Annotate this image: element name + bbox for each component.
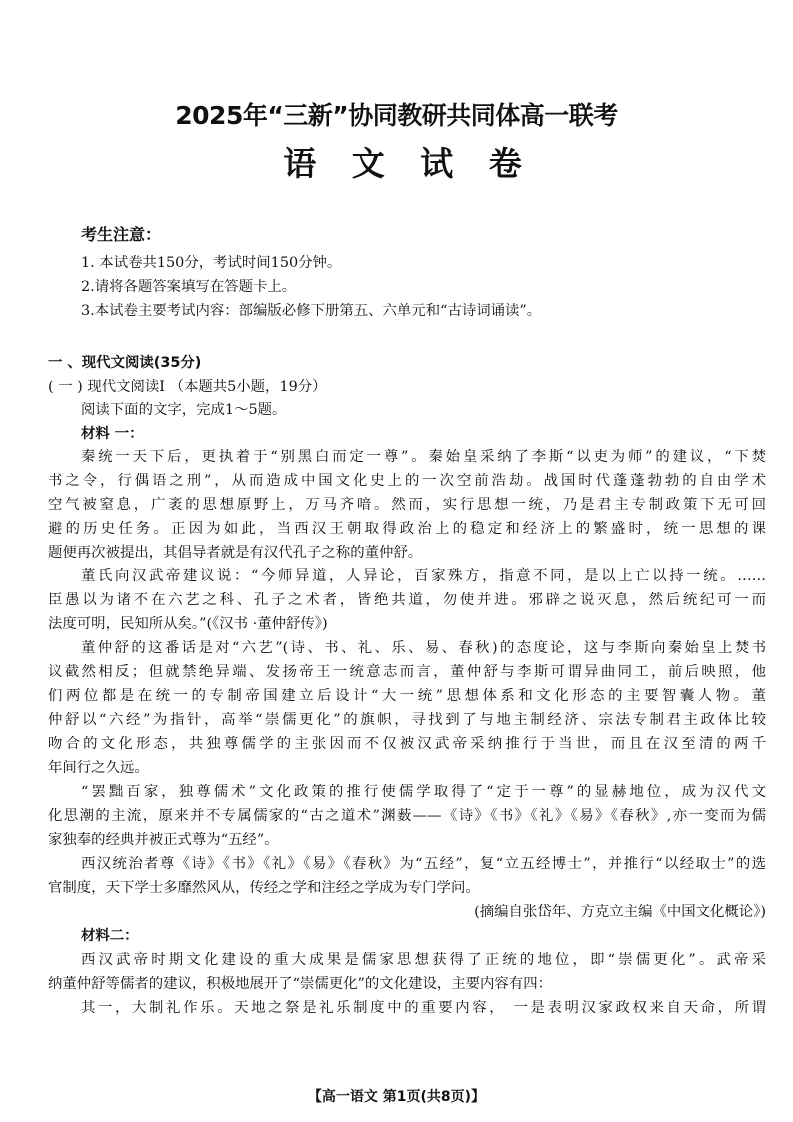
exam-title: 2025年“三新”协同教研共同体高一联考 (175, 101, 618, 130)
material1-line: 化思潮的主流，原来并不专属儒家的“古之道术”渊薮——《诗》《书》《礼》《易》《春秋》,亦一变而为儒 (48, 808, 766, 824)
page-footer: 【高一语文 第1页(共8页)】 (307, 1089, 486, 1105)
material1-line: 董仲舒的这番话是对“六艺”(诗、书、礼、乐、易、春秋)的态度论，这与李斯向秦始皇上焚书 (81, 640, 766, 656)
section-instruction: 阅读下面的文字，完成1～5题。 (81, 402, 287, 418)
material1-source: (摘编自张岱年、方克立主编《中国文化概论》) (474, 904, 766, 920)
notice-item: 2.请将各题答案填写在答题卡上。 (81, 279, 297, 295)
material1-label: 材料 一： (81, 426, 144, 442)
section-sub-heading: ( 一 ) 现代文阅读I （本题共5小题，19分） (48, 379, 327, 395)
material1-line: 法度可明，民知所从矣。”(《汉书 ·董仲舒传》) (48, 616, 328, 632)
material2-line: 西汉武帝时期文化建设的重大成果是儒家思想获得了正统的地位，即“崇儒更化”。武帝采 (81, 952, 766, 968)
material1-line: 议截然相反；但就禁绝异端、发扬帝王一统意志而言，董仲舒与李斯可谓异曲同工，前后映照，他 (48, 664, 766, 680)
material1-line: 董氏向汉武帝建议说：“今师异道，人异论，百家殊方，指意不同，是以上亡以持一统。…… (81, 568, 766, 584)
material1-line: 西汉统治者尊《诗》《书》《礼》《易》《春秋》为“五经”，复“立五经博士”，并推行“以经取士”的选 (81, 856, 766, 872)
section-heading: 一 、现代文阅读(35分) (48, 355, 202, 371)
material1-line: 官制度，天下学士多靡然风从，传经之学和注经之学成为专门学问。 (48, 880, 480, 896)
material1-line: 秦统一天下后，更执着于“别黑白而定一尊”。秦始皇采纳了李斯“以吏为师”的建议，“下焚 (81, 449, 766, 465)
material1-line: 避的历史任务。正因为如此，当西汉王朝取得政治上的稳定和经济上的繁盛时，统一思想的课 (48, 521, 766, 537)
material1-line: 臣愚以为诸不在六艺之科、孔子之术者，皆绝共道，勿使并进。邪辟之说灭息，然后统纪可一而 (48, 592, 766, 608)
material2-line: 纳董仲舒等儒者的建议，积极地展开了“崇儒更化”的文化建设，主要内容有四： (48, 976, 552, 992)
material1-line: 空气被窒息，广袤的思想原野上，万马齐喑。然而，实行思想一统，乃是君主专制政策下无可回 (48, 497, 766, 513)
material1-line: 家独奉的经典并被正式尊为“五经”。 (48, 832, 279, 848)
material2-line: 其一，大制礼作乐。天地之祭是礼乐制度中的重要内容， 一是表明汉家政权来自天命，所谓 (81, 1000, 766, 1016)
material2-label: 材料二： (81, 928, 139, 944)
notice-item: 3.本试卷主要考试内容：部编版必修下册第五、六单元和“古诗词诵读”。 (81, 303, 542, 319)
exam-subtitle: 语 文 试 卷 (283, 144, 534, 183)
material1-line: 们两位都是在统一的专制帝国建立后设计“大一统”思想体系和文化形态的主要智囊人物。董 (48, 688, 766, 704)
notice-heading: 考生注意： (81, 225, 162, 244)
material1-line: 题便再次被提出，其倡导者就是有汉代孔子之称的董仲舒。 (48, 545, 423, 561)
material1-line: 书之令，行偶语之刑”，从而造成中国文化史上的一次空前浩劫。战国时代蓬蓬勃勃的自由学术 (48, 473, 766, 489)
material1-line: 年间行之久远。 (48, 760, 149, 776)
notice-item: 1. 本试卷共150分，考试时间150分钟。 (81, 255, 342, 271)
material1-line: 仲舒以“六经”为指针，高举“崇儒更化”的旗帜，寻找到了与地主制经济、宗法专制君主政体比较 (48, 712, 766, 728)
material1-line: “罢黜百家，独尊儒术”文化政策的推行使儒学取得了“定于一尊”的显赫地位，成为汉代文 (81, 784, 766, 800)
material1-line: 吻合的文化形态，共独尊儒学的主张因而不仅被汉武帝采纳推行于当世，而且在汉至清的两千 (48, 736, 766, 752)
